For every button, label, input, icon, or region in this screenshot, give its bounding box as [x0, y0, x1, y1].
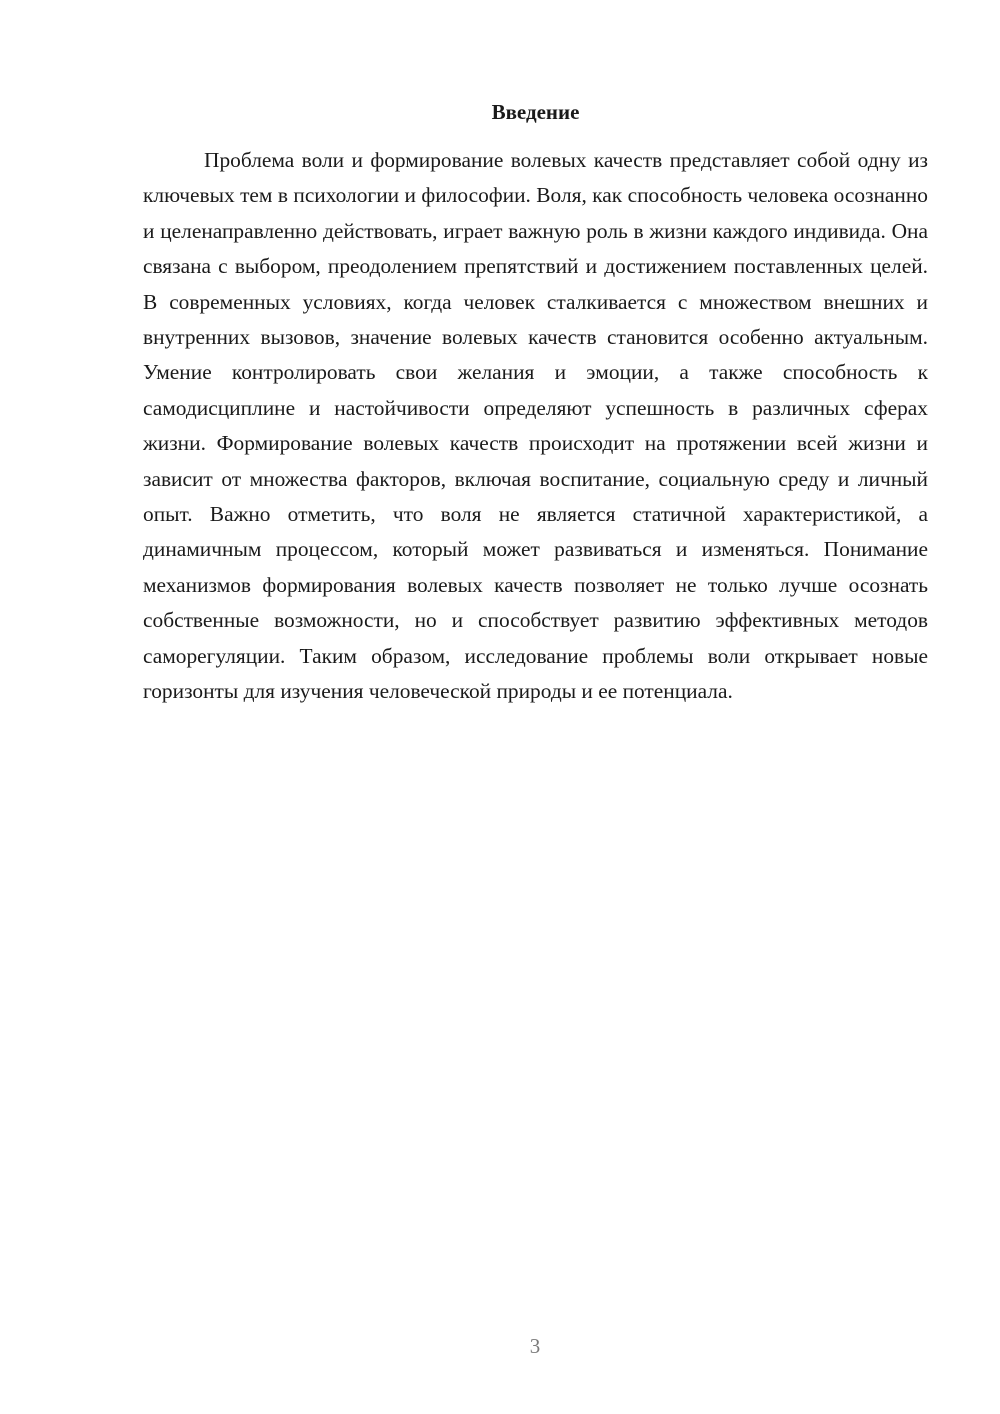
body-paragraph: Проблема воли и формирование волевых качеств представляет собой одну из ключевых тем в психологии и философии. Воля, как способность человека осознанно и целенаправленно действовать, играет важную роль в жизни каждого индивида. Она связана с выбором, преодолением препятствий и достижением поставленных целей. В современных условиях, когда человек сталкивается с множеством внешних и внутренних вызовов, значение волевых качеств становится особенно актуальным. Умение контролировать свои желания и эмоции, а также способность к самодисциплине и настойчивости определяют успешность в различных сферах жизни. Формирование волевых качеств происходит на протяжении всей жизни и зависит от множества факторов, включая воспитание, социальную среду и личный опыт. Важно отметить, что воля не является статичной характеристикой, а динамичным процессом, который может развиваться и изменяться. Понимание механизмов формирования волевых качеств позволяет не только лучше осознать собственные возможности, но и способствует развитию эффективных методов саморегуляции. Таким образом, исследование проблемы воли открывает новые горизонты для изучения человеческой природы и ее потенциала. — [143, 148, 928, 704]
section-title: Введение — [491, 100, 580, 124]
page-number: 3 — [529, 1334, 541, 1358]
